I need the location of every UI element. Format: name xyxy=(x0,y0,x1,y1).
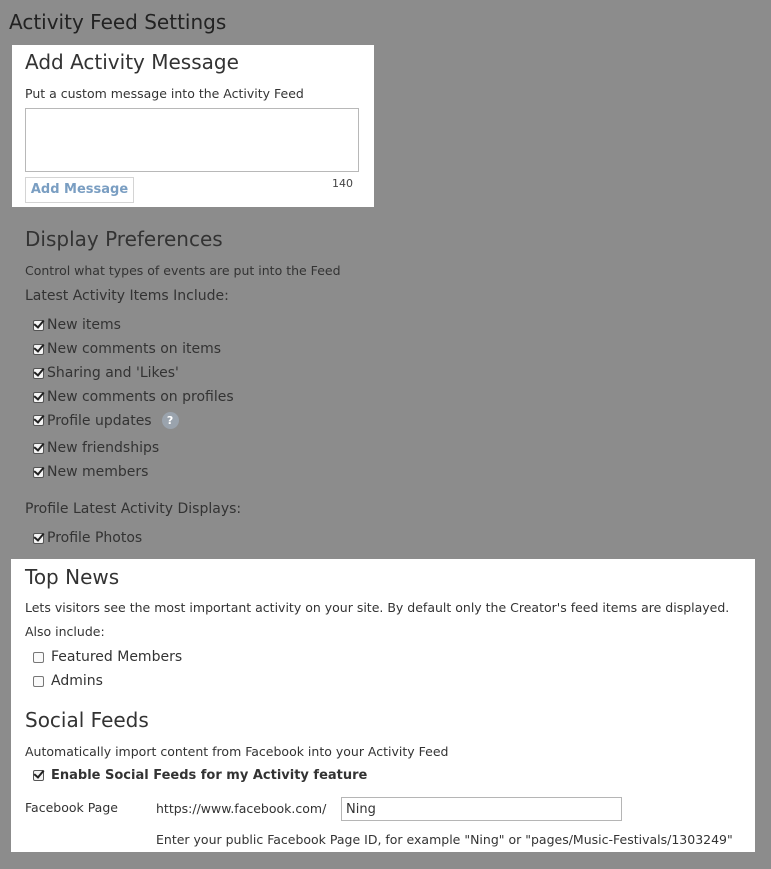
checkbox-label: New items xyxy=(47,317,121,333)
add-message-button[interactable]: Add Message xyxy=(25,177,134,203)
new-comments-on-profiles-checkbox[interactable] xyxy=(33,392,44,403)
checkbox-label: Admins xyxy=(51,673,103,689)
message-textarea[interactable] xyxy=(25,108,359,172)
facebook-url-prefix: https://www.facebook.com/ xyxy=(156,801,327,816)
checkbox-row-new-comments-on-items[interactable] xyxy=(33,341,221,357)
top-news-description: Lets visitors see the most important activity on your site. By default only the Creator's feed items are displayed. xyxy=(25,600,730,615)
checkbox-label: New comments on items xyxy=(47,341,222,357)
social-feeds-description: Automatically import content from Facebook into your Activity Feed xyxy=(25,744,449,759)
profile-updates-checkbox[interactable] xyxy=(33,415,44,426)
checkbox-row-featured-members[interactable] xyxy=(33,649,182,665)
display-preferences-heading: Display Preferences xyxy=(25,227,223,251)
checkbox-row-new-members[interactable] xyxy=(33,464,148,480)
admins-checkbox[interactable] xyxy=(33,676,44,687)
character-counter: 140 xyxy=(332,177,353,190)
checkbox-row-enable-social-feeds[interactable] xyxy=(33,768,367,783)
checkbox-label: New comments on profiles xyxy=(47,389,234,405)
sharing-likes-checkbox[interactable] xyxy=(33,368,44,379)
also-include-label: Also include: xyxy=(25,624,105,639)
checkbox-row-new-items[interactable] xyxy=(33,317,121,333)
featured-members-checkbox[interactable] xyxy=(33,652,44,663)
add-message-description: Put a custom message into the Activity Feed xyxy=(25,86,304,101)
facebook-hint: Enter your public Facebook Page ID, for example "Ning" or "pages/Music-Festivals/1303249" xyxy=(156,832,733,847)
new-comments-on-items-checkbox[interactable] xyxy=(33,344,44,355)
checkbox-label: New friendships xyxy=(47,440,160,456)
display-preferences-description: Control what types of events are put into the Feed xyxy=(25,263,341,278)
checkbox-label: Featured Members xyxy=(51,649,183,665)
checkbox-label: New members xyxy=(47,464,149,480)
top-news-heading: Top News xyxy=(25,565,120,589)
page-title: Activity Feed Settings xyxy=(9,10,227,34)
checkbox-label: Sharing and 'Likes' xyxy=(47,365,179,381)
checkbox-label: Enable Social Feeds for my Activity feature xyxy=(51,768,368,783)
new-friendships-checkbox[interactable] xyxy=(33,443,44,454)
profile-activity-heading: Profile Latest Activity Displays: xyxy=(25,501,242,517)
facebook-page-input[interactable] xyxy=(341,797,622,821)
facebook-page-label: Facebook Page xyxy=(25,800,118,815)
latest-activity-heading: Latest Activity Items Include: xyxy=(25,288,229,304)
new-items-checkbox[interactable] xyxy=(33,320,44,331)
add-message-heading: Add Activity Message xyxy=(25,50,239,74)
checkbox-row-sharing-likes[interactable] xyxy=(33,365,179,381)
checkbox-label: Profile updates xyxy=(47,412,152,429)
help-icon[interactable]: ? xyxy=(162,412,179,429)
new-members-checkbox[interactable] xyxy=(33,467,44,478)
checkbox-row-profile-updates[interactable] xyxy=(33,412,179,429)
social-feeds-heading: Social Feeds xyxy=(25,708,149,732)
profile-photos-checkbox[interactable] xyxy=(33,533,44,544)
checkbox-row-new-comments-on-profiles[interactable] xyxy=(33,389,234,405)
checkbox-label: Profile Photos xyxy=(47,530,143,546)
checkbox-row-new-friendships[interactable] xyxy=(33,440,159,456)
checkbox-row-admins[interactable] xyxy=(33,673,103,689)
enable-social-feeds-checkbox[interactable] xyxy=(33,770,44,781)
checkbox-row-profile-photos[interactable] xyxy=(33,530,142,546)
